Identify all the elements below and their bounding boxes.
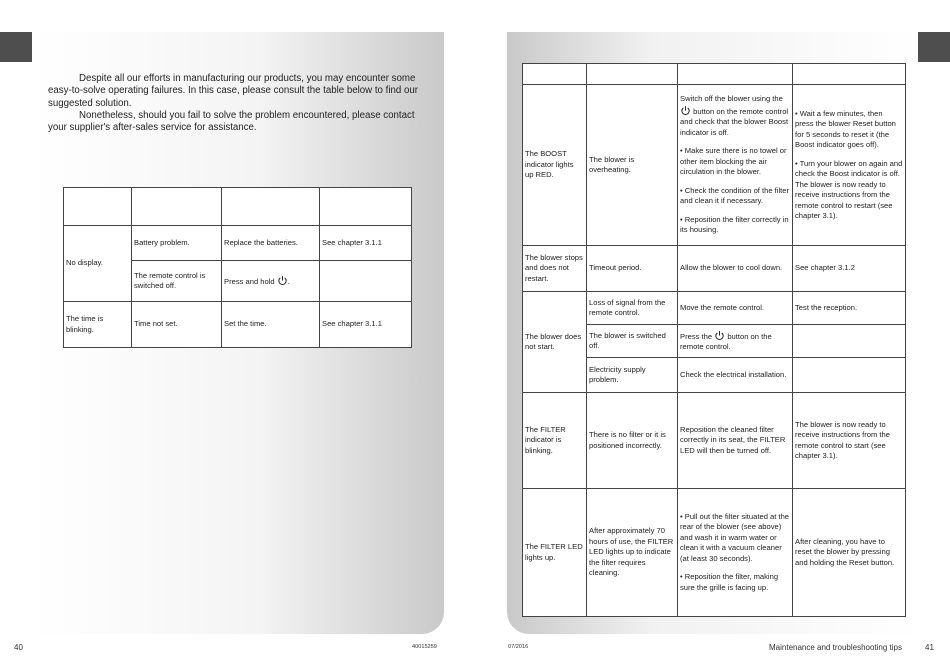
left-page-tab bbox=[0, 32, 32, 62]
table-row bbox=[523, 246, 906, 292]
solution-cell: Move the remote control. bbox=[678, 292, 793, 325]
table-row bbox=[523, 85, 906, 246]
solution-text-end: button on the remote control and check that the blower Boost indicator is off. bbox=[680, 106, 789, 137]
solution-text-end: . bbox=[287, 276, 290, 286]
power-icon bbox=[714, 330, 725, 341]
table-row bbox=[523, 292, 906, 325]
left-troubleshooting-table bbox=[63, 187, 412, 348]
solution-cell bbox=[222, 261, 320, 302]
reference-cell bbox=[320, 261, 412, 302]
solution-text-end: button on the remote control. bbox=[680, 331, 772, 351]
cause-cell: There is no filter or it is positioned incorrectly. bbox=[587, 393, 678, 489]
solution-cell bbox=[678, 325, 793, 358]
header-cell bbox=[587, 64, 678, 85]
intro-paragraph-2: Nonetheless, should you fail to solve the problem encountered, please contact your supplier's after-sales service for assistance. bbox=[48, 109, 415, 134]
solution-cell: Set the time. bbox=[222, 302, 320, 348]
cause-cell: The blower is switched off. bbox=[587, 325, 678, 358]
power-icon bbox=[277, 275, 288, 286]
document-code: 40015259 bbox=[412, 644, 437, 650]
solution-step: • Reposition the filter correctly in its housing. bbox=[680, 214, 789, 235]
cause-cell: Electricity supply problem. bbox=[587, 358, 678, 393]
problem-cell: The blower stops and does not restart. bbox=[523, 246, 587, 292]
problem-cell: The FILTER indicator is blinking. bbox=[523, 393, 587, 489]
reference-cell: The blower is now ready to receive instructions from the remote control to start (see chapter 3.1). bbox=[793, 393, 906, 489]
solution-cell bbox=[678, 85, 793, 246]
table-row bbox=[523, 393, 906, 489]
table-row bbox=[64, 302, 412, 348]
cause-cell: The blower is overheating. bbox=[587, 85, 678, 246]
problem-cell: The time is blinking. bbox=[64, 302, 132, 348]
solution-step: • Pull out the filter situated at the rear of the blower (see above) and wash it in warm water or clean it with a vacuum cleaner (at least 30 seconds). bbox=[680, 511, 790, 563]
table-header-row bbox=[64, 188, 412, 226]
solution-step: • Make sure there is no towel or other item blocking the air circulation in the blower. bbox=[680, 146, 787, 177]
problem-cell: The FILTER LED lights up. bbox=[523, 489, 587, 617]
reference-cell: See chapter 3.1.1 bbox=[320, 226, 412, 261]
solution-cell: Allow the blower to cool down. bbox=[678, 246, 793, 292]
intro-paragraph-1: Despite all our efforts in manufacturing our products, you may encounter some easy-to-solve operating failures. In this case, please consult the table below to find our suggested solution. bbox=[48, 73, 418, 109]
cause-cell: Timeout period. bbox=[587, 246, 678, 292]
problem-cell: The blower does not start. bbox=[523, 292, 587, 393]
solution-cell bbox=[678, 489, 793, 617]
note-text: • Wait a few minutes, then press the blower Reset button for 5 seconds to reset it (the Boost indicator goes off). bbox=[795, 108, 896, 149]
table-row bbox=[64, 226, 412, 261]
reference-cell: See chapter 3.1.1 bbox=[320, 302, 412, 348]
table-header-row bbox=[523, 64, 906, 85]
power-icon bbox=[680, 105, 691, 116]
section-title: Maintenance and troubleshooting tips bbox=[769, 643, 902, 652]
solution-step: • Check the condition of the filter and clean it if necessary. bbox=[680, 185, 790, 206]
solution-cell: Check the electrical installation. bbox=[678, 358, 793, 393]
intro-text bbox=[48, 73, 433, 134]
solution-cell: Reposition the cleaned filter correctly in its seat, the FILTER LED will then be turned off. bbox=[678, 393, 793, 489]
right-page-tab bbox=[918, 32, 950, 62]
solution-step: • Reposition the filter, making sure the grille is facing up. bbox=[680, 572, 779, 592]
cause-cell: The remote control is switched off. bbox=[132, 261, 222, 302]
table-row bbox=[523, 489, 906, 617]
right-troubleshooting-table bbox=[522, 63, 906, 617]
right-page-number: 41 bbox=[925, 643, 934, 652]
solution-step bbox=[680, 94, 790, 138]
solution-text: Press the bbox=[680, 331, 713, 341]
note-text: • Turn your blower on again and check the Boost indicator is off. The blower is now ready to receive instructions from the remote control to restart (see chapter 3.1). bbox=[795, 158, 903, 220]
cause-cell: After approximately 70 hours of use, the FILTER LED lights up to indicate the filter requires cleaning. bbox=[587, 489, 678, 617]
problem-cell: No display. bbox=[64, 226, 132, 302]
header-cell bbox=[320, 188, 412, 226]
cause-cell: Time not set. bbox=[132, 302, 222, 348]
header-cell bbox=[523, 64, 587, 85]
reference-cell bbox=[793, 325, 906, 358]
solution-text: Switch off the blower using the bbox=[680, 94, 783, 104]
reference-cell: After cleaning, you have to reset the blower by pressing and holding the Reset button. bbox=[793, 489, 906, 617]
document-date: 07/2016 bbox=[508, 644, 529, 650]
header-cell bbox=[64, 188, 132, 226]
left-page-number: 40 bbox=[14, 643, 23, 652]
reference-cell: See chapter 3.1.2 bbox=[793, 246, 906, 292]
header-cell bbox=[678, 64, 793, 85]
solution-cell: Replace the batteries. bbox=[222, 226, 320, 261]
reference-cell: Test the reception. bbox=[793, 292, 906, 325]
reference-cell bbox=[793, 358, 906, 393]
solution-text: Press and hold bbox=[224, 276, 275, 286]
problem-cell: The BOOST indicator lights up RED. bbox=[523, 85, 587, 246]
header-cell bbox=[793, 64, 906, 85]
cause-cell: Battery problem. bbox=[132, 226, 222, 261]
reference-cell bbox=[793, 85, 906, 246]
header-cell bbox=[132, 188, 222, 226]
cause-cell: Loss of signal from the remote control. bbox=[587, 292, 678, 325]
header-cell bbox=[222, 188, 320, 226]
